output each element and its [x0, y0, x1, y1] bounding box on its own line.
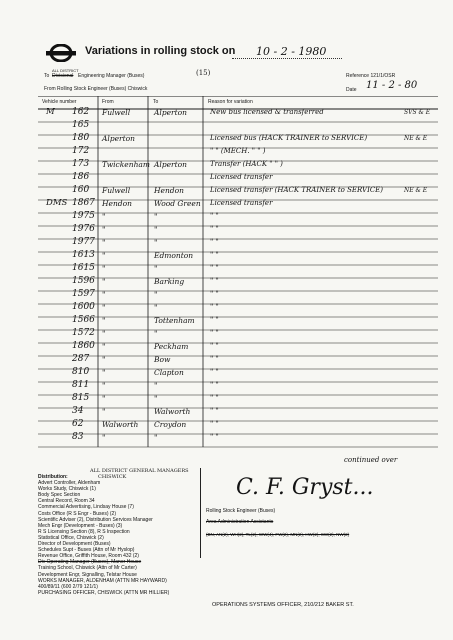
distribution-item: Schedules Supt - Buses (Attn of Mr Hyslop) [38, 547, 135, 554]
row-vehicle-number: 1596 [72, 276, 95, 286]
date-label: Date [346, 87, 357, 93]
row-reason: " " [210, 394, 219, 402]
row-reason: " " [210, 303, 219, 311]
distribution-item: Works Study, Chiswick (1) [38, 486, 96, 493]
distribution-label: Distribution: [38, 474, 68, 480]
row-from: " [102, 277, 106, 286]
row-vehicle-number: 1615 [72, 263, 95, 273]
date-dotted-line [232, 58, 342, 59]
row-to: Alperton [154, 108, 187, 117]
row-from: Alperton [102, 134, 135, 143]
row-from: " [102, 251, 106, 260]
distribution-item: WORKS MANAGER, ALDENHAM (ATTN MR HAYWARD) [38, 577, 167, 584]
row-from: " [102, 368, 106, 377]
to-insert: ALL DISTRICT [52, 68, 79, 73]
distribution-item: 400/89/11 (600 2/79 121/1) [38, 583, 98, 590]
row-reason: New bus licensed & transferred [210, 108, 324, 116]
row-from: " [102, 342, 106, 351]
distribution-item: Statistical Office, Chiswick (2) [38, 534, 104, 541]
row-reason: " " [210, 212, 219, 220]
row-to: " [154, 303, 158, 312]
row-to: " [154, 394, 158, 403]
row-vehicle-number: 1867 [72, 198, 95, 208]
distribution-insert-place: CHISWICK [98, 474, 127, 480]
row-vehicle-number: 1597 [72, 289, 95, 299]
row-reason: " " [210, 290, 219, 298]
row-from: " [102, 238, 106, 247]
row-reason: " " [210, 407, 219, 415]
operations-officer: OPERATIONS SYSTEMS OFFICER, 210/212 BAKER ST. [212, 602, 354, 608]
row-vehicle-number: 1976 [72, 224, 95, 234]
from-line: From Rolling Stock Engineer (Buses) Chiswick [44, 86, 148, 92]
row-vehicle-number: 1977 [72, 237, 95, 247]
row-vehicle-number: 162 [72, 107, 90, 117]
row-vehicle-number: 811 [72, 380, 90, 390]
row-vehicle-number: 186 [72, 172, 90, 182]
distribution-item: Body Spec Section [38, 492, 81, 499]
row-from: " [102, 212, 106, 221]
row-vehicle-number: 62 [72, 419, 84, 429]
to-label: To [44, 73, 50, 79]
row-to: " [154, 290, 158, 299]
row-from: Twickenham [102, 160, 150, 169]
distribution-item: Revenue Office, Griffith House, Room 432 (2) [38, 553, 139, 560]
row-reason: Licensed transfer [210, 173, 273, 181]
distribution-item: R S Licensing Section (8), R S Inspection [38, 528, 130, 535]
row-from: " [102, 381, 106, 390]
distribution-insert: ALL DISTRICT GENERAL MANAGERS [90, 468, 189, 474]
row-vehicle-number: 1860 [72, 341, 95, 351]
row-extra: NE & E [404, 135, 428, 142]
row-reason: Licensed bus (HACK TRAINER to SERVICE) [210, 134, 368, 142]
row-reason: " " (MECH. " " ) [210, 147, 266, 155]
signatory-title: Rolling Stock Engineer (Buses) [206, 508, 276, 514]
row-to: Bow [154, 355, 171, 364]
distribution-item: Development Engr, Signalling, Telstar House [38, 571, 137, 578]
row-reason: " " [210, 329, 219, 337]
row-vehicle-number: 173 [72, 159, 90, 169]
row-reason: " " [210, 368, 219, 376]
row-to: Walworth [154, 407, 191, 416]
row-from: " [102, 303, 106, 312]
row-reason: " " [210, 433, 219, 441]
col-header-to: To [153, 99, 159, 105]
distribution-item: Mech Engr (Development - Buses) (3) [38, 522, 123, 529]
row-vehicle-number: 160 [72, 185, 90, 195]
row-reason: " " [210, 316, 219, 324]
row-vehicle-number: 810 [72, 367, 90, 377]
row-to: " [154, 433, 158, 442]
row-vehicle-number: 34 [72, 406, 84, 416]
row-to: Tottenham [154, 316, 195, 325]
row-from: " [102, 433, 106, 442]
row-to: " [154, 238, 158, 247]
row-to: Hendon [154, 186, 184, 195]
to-recipient: Engineering Manager (Buses) [78, 73, 145, 79]
distribution-item: Scientific Adviser (2), Distribution Services Manager [38, 516, 153, 523]
row-from: Fulwell [102, 108, 131, 117]
row-from: Walworth [102, 420, 139, 429]
row-reason: " " [210, 251, 219, 259]
to-struck: Divisional [52, 73, 74, 79]
row-vehicle-number: 165 [72, 120, 90, 130]
row-from: " [102, 316, 106, 325]
row-reason: Licensed transfer (HACK TRAINER to SERVICE) [210, 186, 384, 194]
row-reason: " " [210, 225, 219, 233]
row-vehicle-number: 83 [72, 432, 84, 442]
row-reason: " " [210, 420, 219, 428]
struck-line-1: Area Administration Assistants [206, 519, 274, 525]
row-vehicle-number: 815 [72, 393, 90, 403]
signature: C. F. Gryst... [236, 475, 374, 500]
row-to: " [154, 225, 158, 234]
row-reason: Transfer (HACK " " ) [210, 160, 283, 168]
row-prefix: DMS [46, 198, 68, 208]
row-vehicle-number: 1566 [72, 315, 95, 325]
row-to: Barking [154, 277, 185, 286]
distribution-item: Div Operating Manager (Buses), Manor House [38, 559, 142, 566]
row-from: " [102, 355, 106, 364]
reference: Reference 121/1/OSR [346, 73, 396, 79]
to-code: (15) [196, 69, 211, 77]
row-from: " [102, 407, 106, 416]
row-vehicle-number: 1600 [72, 302, 95, 312]
row-extra: SVS & E [404, 109, 431, 116]
row-reason: " " [210, 277, 219, 285]
row-to: Wood Green [154, 199, 201, 208]
distribution-item: Advert Controller, Aldenham [38, 480, 101, 486]
col-header-vehicle: Vehicle number [42, 99, 77, 105]
signature-divider [200, 468, 201, 558]
struck-line-2: (BN, AN(2), WH(2), TL(2), WW(4), FW(2), MN(2), HW(2), SW(2), NW(2) [206, 532, 350, 537]
row-from: " [102, 264, 106, 273]
date-value: 11 - 2 - 80 [366, 80, 418, 91]
row-vehicle-number: 1613 [72, 250, 95, 260]
continued-note: continued over [344, 456, 398, 464]
row-from: Hendon [102, 199, 132, 208]
distribution-item: Director of Development (Buses) [38, 541, 111, 547]
row-to: Clapton [154, 368, 184, 377]
distribution-item: PURCHASING OFFICER, CHISWICK (ATTN MR HILLIER) [38, 589, 170, 596]
row-to: " [154, 212, 158, 221]
row-reason: " " [210, 238, 219, 246]
col-header-from: From [102, 99, 114, 105]
distribution-item: Commercial Advertising, Lindsay House (7) [38, 504, 134, 511]
row-vehicle-number: 1572 [72, 328, 95, 338]
row-reason: " " [210, 381, 219, 389]
row-from: " [102, 329, 106, 338]
row-to: " [154, 381, 158, 390]
row-reason: Licensed transfer [210, 199, 273, 207]
distribution-item: Training School, Chiswick (Attn of Mr Carter) [38, 565, 137, 572]
row-to: " [154, 264, 158, 273]
row-vehicle-number: 180 [72, 133, 90, 143]
row-vehicle-number: 1975 [72, 211, 95, 221]
row-to: Alperton [154, 160, 187, 169]
row-vehicle-number: 172 [72, 146, 90, 156]
row-from: " [102, 394, 106, 403]
row-reason: " " [210, 264, 219, 272]
row-vehicle-number: 287 [72, 354, 90, 364]
row-reason: " " [210, 355, 219, 363]
row-prefix: M [46, 107, 55, 117]
row-to: Edmonton [154, 251, 194, 260]
form-title: Variations in rolling stock on [85, 45, 236, 57]
roundel-logo-icon [46, 44, 76, 62]
row-from: " [102, 290, 106, 299]
row-extra: NE & E [404, 187, 428, 194]
form-date-handwritten: 10 - 2 - 1980 [256, 45, 327, 58]
distribution-item: Central Record, Room 34 [38, 498, 95, 505]
distribution-item: Costs Office (R S Engr - Buses) (2) [38, 510, 116, 517]
row-to: Peckham [154, 342, 189, 351]
row-to: Croydon [154, 420, 187, 429]
row-from: " [102, 225, 106, 234]
row-reason: " " [210, 342, 219, 350]
row-from: Fulwell [102, 186, 131, 195]
row-to: " [154, 329, 158, 338]
col-header-reason: Reason for variation [208, 99, 253, 105]
